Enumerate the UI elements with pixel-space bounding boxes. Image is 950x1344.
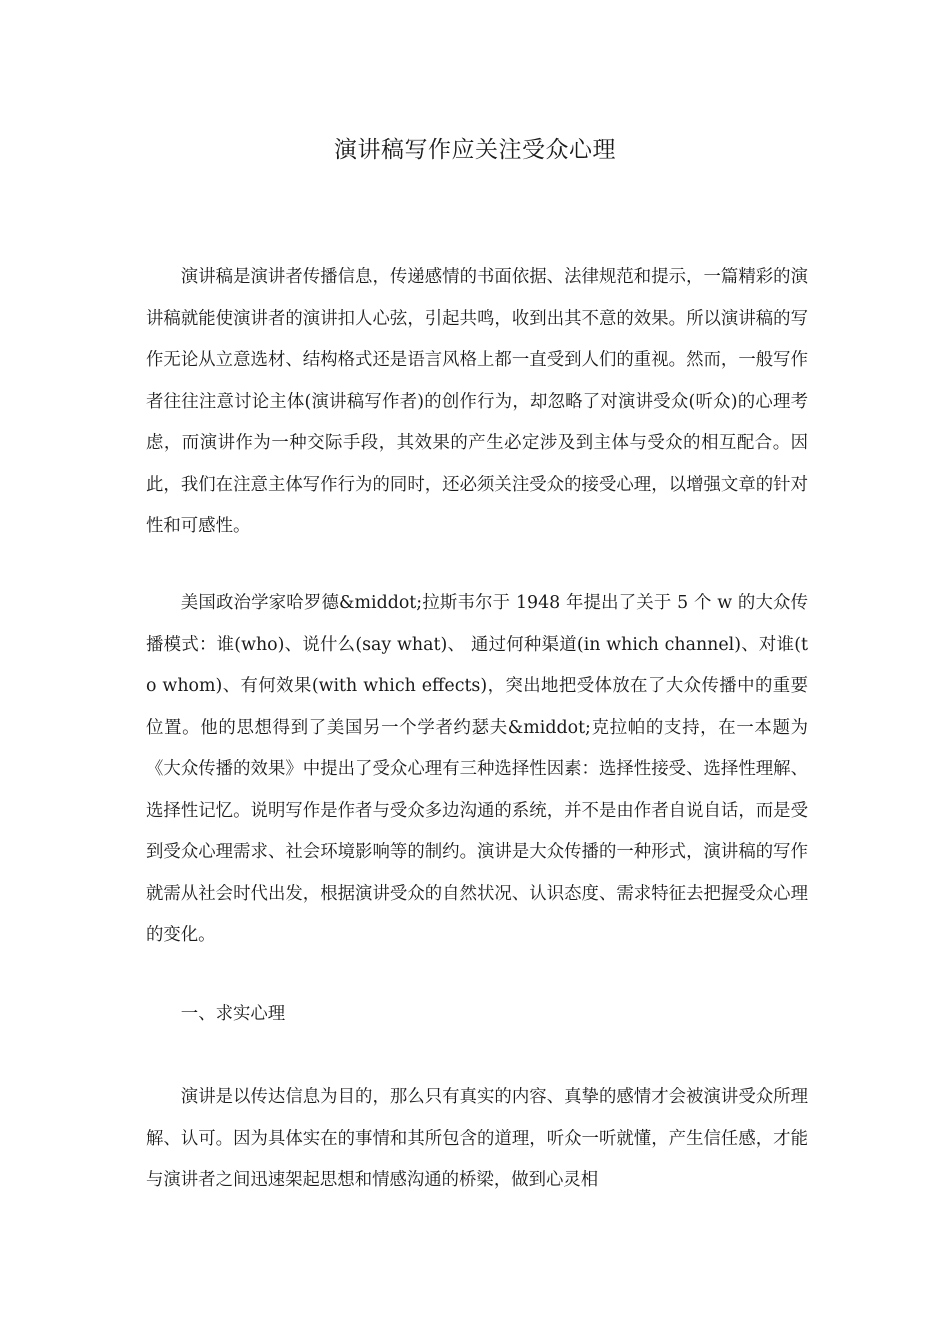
- section-heading-realism: 一、求实心理: [180, 1004, 286, 1024]
- document-title: 演讲稿写作应关注受众心理: [334, 137, 616, 163]
- paragraph-realism: 演讲是以传达信息为目的，那么只有真实的内容、真挚的感情才会被演讲受众所理解、认可。因为具体实在的事情和其所包含的道理，听众一听就懂，产生信任感，才能与演讲者之间迅速架起思想和情感沟通的桥梁，做到心灵相: [146, 1087, 808, 1190]
- paragraph-lasswell-model: 美国政治学家哈罗德&middot;拉斯韦尔于 1948 年提出了关于 5 个 w 的大众传播模式：谁(who)、说什么(say what)、 通过何种渠道(in which channel)、对谁(to whom)、有何效果(with which effects)，突出地把受体放在了大众传播中的重要位置。他的思想得到了美国另一个学者约瑟夫&middot;克拉帕的支持，在一本题为《大众传播的效果》中提出了受众心理有三种选择性因素：选择性接受、选择性理解、选择性记忆。说明写作是作者与受众多边沟通的系统，并不是由作者自说自话，而是受到受众心理需求、社会环境影响等的制约。演讲是大众传播的一种形式，演讲稿的写作就需从社会时代出发，根据演讲受众的自然状况、认识态度、需求特征去把握受众心理的变化。: [146, 593, 808, 945]
- paragraph-intro: 演讲稿是演讲者传播信息，传递感情的书面依据、法律规范和提示，一篇精彩的演讲稿就能使演讲者的演讲扣人心弦，引起共鸣，收到出其不意的效果。所以演讲稿的写作无论从立意选材、结构格式还是语言风格上都一直受到人们的重视。然而，一般写作者往往注意讨论主体(演讲稿写作者)的创作行为，却忽略了对演讲受众(听众)的心理考虑，而演讲作为一种交际手段，其效果的产生必定涉及到主体与受众的相互配合。因此，我们在注意主体写作行为的同时，还必须关注受众的接受心理，以增强文章的针对性和可感性。: [146, 267, 808, 536]
